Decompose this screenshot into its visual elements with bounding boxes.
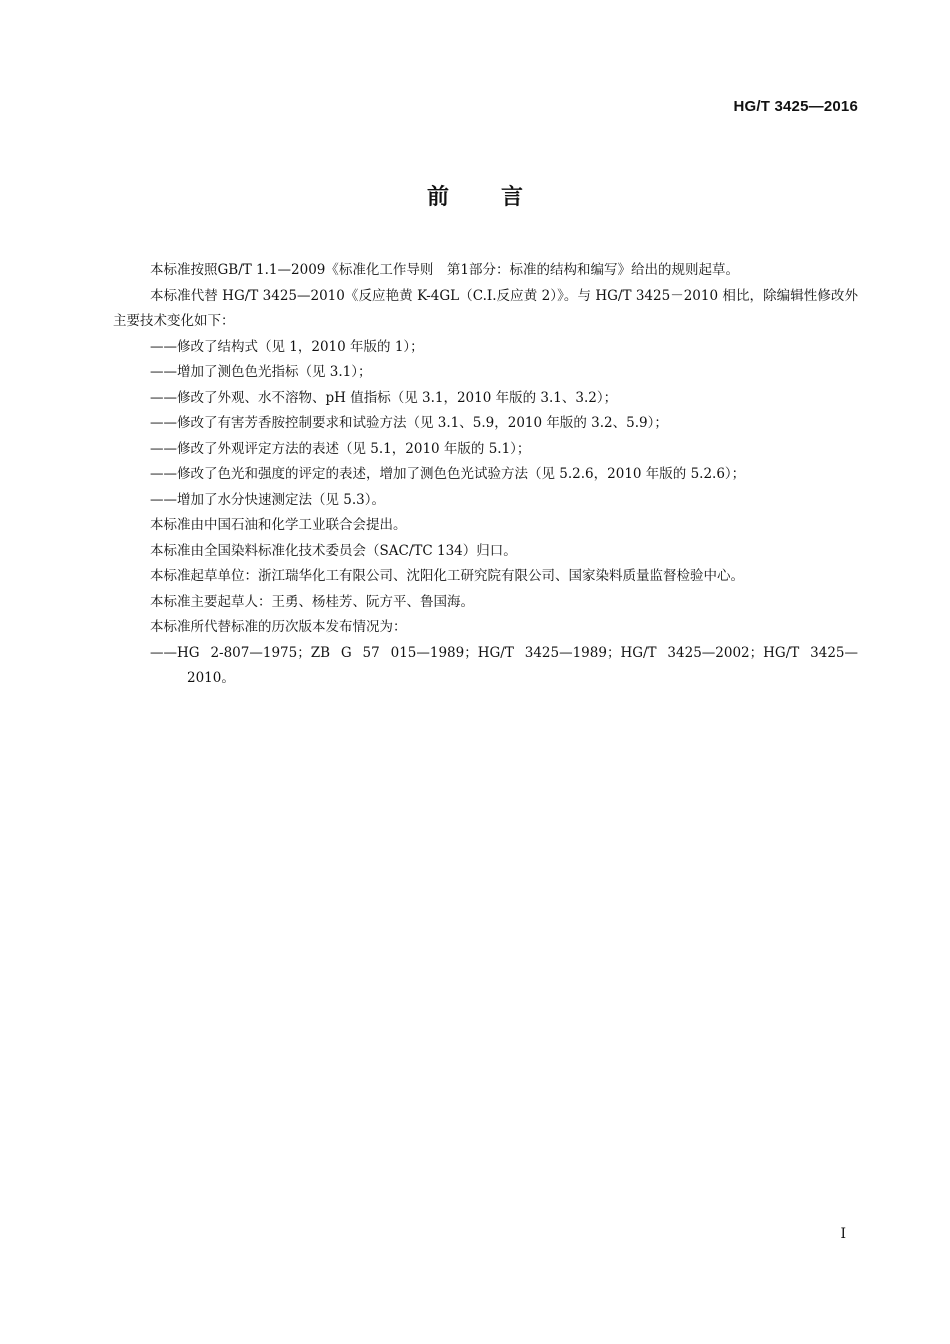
history-item: ——HG 2-807—1975；ZB G 57 015—1989；HG/T 3425—1989；HG/T 3425—2002；HG/T 3425—2010。	[150, 644, 858, 686]
change-item: ——修改了外观、水不溶物、pH 值指标（见 3.1，2010 年版的 3.1、3.2）；	[150, 389, 618, 406]
paragraph-drafters: 本标准主要起草人：王勇、杨桂芳、阮方平、鲁国海。	[150, 593, 474, 610]
paragraph-drafting-units: 本标准起草单位：浙江瑞华化工有限公司、沈阳化工研究院有限公司、国家染料质量监督检验中心。	[150, 568, 744, 584]
standard-code: HG/T 3425—2016	[733, 98, 858, 115]
page-number: I	[840, 1226, 846, 1242]
paragraph-proposer: 本标准由中国石油和化学工业联合会提出。	[150, 517, 407, 533]
change-item: ——增加了测色色光指标（见 3.1）；	[150, 364, 372, 380]
change-item: ——修改了外观评定方法的表述（见 5.1，2010 年版的 5.1）；	[150, 440, 531, 457]
paragraph-committee: 本标准由全国染料标准化技术委员会（SAC/TC 134）归口。	[150, 542, 517, 559]
title-char-2: 言	[501, 185, 524, 210]
change-item: ——增加了水分快速测定法（见 5.3）。	[150, 491, 386, 508]
paragraph-drafting-rules: 本标准按照GB/T 1.1—2009《标准化工作导则 第1部分：标准的结构和编写》给出的规则起草。	[150, 262, 739, 278]
paragraph-history-intro: 本标准所代替标准的历次版本发布情况为：	[150, 619, 407, 635]
change-item: ——修改了色光和强度的评定的表述，增加了测色色光试验方法（见 5.2.6，2010 年版的 5.2.6）；	[150, 466, 746, 482]
title-char-1: 前	[426, 185, 449, 210]
change-item: ——修改了有害芳香胺控制要求和试验方法（见 3.1、5.9，2010 年版的 3.2、5.9）；	[150, 415, 668, 431]
paragraph-replacement: 本标准代替 HG/T 3425—2010《反应艳黄 K-4GL（C.I.反应黄 2）》。与 HG/T 3425－2010 相比，除编辑性修改外主要技术变化如下：	[113, 287, 858, 329]
document-body	[113, 258, 858, 692]
page-title	[0, 180, 950, 211]
change-item: ——修改了结构式（见 1，2010 年版的 1）；	[150, 338, 424, 355]
